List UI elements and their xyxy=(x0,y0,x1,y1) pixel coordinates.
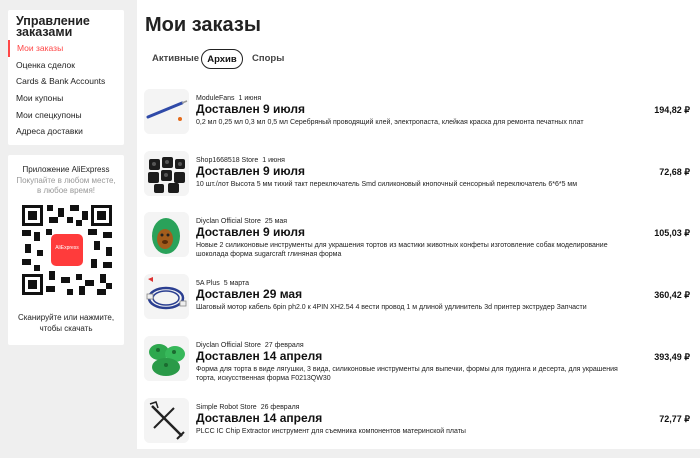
sidebar-item-deal-reviews[interactable]: Оценка сделок xyxy=(16,60,75,70)
product-thumbnail[interactable] xyxy=(144,212,189,257)
promo-title: Приложение AliExpress xyxy=(22,165,110,174)
promo-hint: Сканируйте или нажмите, чтобы скачать xyxy=(17,313,115,333)
frog-mold-icon xyxy=(144,336,189,381)
order-description[interactable]: PLCC IC Chip Extractor инструмент для съемника компонентов материнской платы xyxy=(196,428,466,435)
order-store-line xyxy=(196,218,287,225)
sidebar-item-my-coupons[interactable]: Мои купоны xyxy=(16,93,64,103)
extractor-icon xyxy=(144,398,189,443)
order-item[interactable] xyxy=(137,336,700,396)
order-item[interactable] xyxy=(137,151,700,211)
tab-archive[interactable]: Архив xyxy=(201,49,243,69)
sidebar-title: Управление заказами xyxy=(16,14,90,39)
order-item[interactable] xyxy=(137,398,700,458)
order-description[interactable]: Новые 2 силиконовые инструменты для украшения тортов из мастики животных конфеты изготовление собак моделирование шоколада форма sugarcraft глиняная форма xyxy=(196,242,608,258)
order-status: Доставлен 14 апреля xyxy=(196,411,323,425)
store-name[interactable]: Diyclan Official Store xyxy=(196,218,261,225)
store-name[interactable]: 5A Plus xyxy=(196,280,220,287)
product-thumbnail[interactable] xyxy=(144,336,189,381)
order-status: Доставлен 14 апреля xyxy=(196,349,323,363)
store-name[interactable]: Shop1668518 Store xyxy=(196,157,259,164)
sidebar-item-special-coupons[interactable]: Мои спецкупоны xyxy=(16,110,82,120)
order-price: 360,42 ₽ xyxy=(654,290,690,300)
order-store-line xyxy=(196,157,285,164)
orders-panel xyxy=(137,0,700,449)
sidebar-item-delivery-addresses[interactable]: Адреса доставки xyxy=(16,126,83,136)
order-store-line xyxy=(196,280,249,287)
store-name[interactable]: Simple Robot Store xyxy=(196,404,257,411)
order-item[interactable] xyxy=(137,274,700,334)
order-description[interactable]: 0,2 мл 0,25 мл 0,3 мл 0,5 мл Серебряный проводящий клей, электропаста, клейкая краска для ремонта печатных плат xyxy=(196,119,584,126)
order-date: 5 марта xyxy=(223,280,250,287)
sidebar-item-my-orders[interactable]: Мои заказы xyxy=(8,40,124,57)
order-price: 72,77 ₽ xyxy=(659,414,690,424)
product-thumbnail[interactable] xyxy=(144,398,189,443)
order-item[interactable] xyxy=(137,212,700,272)
product-thumbnail[interactable] xyxy=(144,151,189,196)
order-status: Доставлен 9 июля xyxy=(196,225,305,239)
syringe-icon xyxy=(144,89,189,134)
sidebar-item-cards-bank-accounts[interactable]: Cards & Bank Accounts xyxy=(16,76,106,86)
order-description[interactable]: Форма для торта в виде лягушки, 3 вида, силиконовые инструменты для выпечки, формы для пудинга и десерта, для украшения торта, искусственная форма F0213QW30 xyxy=(196,366,618,382)
order-price: 194,82 ₽ xyxy=(654,105,690,115)
order-date: 1 июня xyxy=(238,95,262,102)
order-date: 1 июня xyxy=(262,157,285,164)
order-status: Доставлен 29 мая xyxy=(196,287,303,301)
order-store-line xyxy=(196,404,299,411)
order-price: 105,03 ₽ xyxy=(654,228,690,238)
store-name[interactable]: ModuleFans xyxy=(196,95,235,102)
order-date: 26 февраля xyxy=(260,404,300,411)
store-name[interactable]: Diyclan Official Store xyxy=(196,342,261,349)
order-description[interactable]: Шаговый мотор кабель 6pin ph2.0 к 4PIN XH2.54 4 вести провод 1 м длиной удлинитель 3d принтер экструдер Запчасти xyxy=(196,304,587,311)
order-store-line xyxy=(196,342,304,349)
dog-mold-icon xyxy=(144,212,189,257)
page-title: Мои заказы xyxy=(145,14,261,36)
tab-active[interactable]: Активные xyxy=(152,53,200,64)
order-item[interactable] xyxy=(137,89,700,149)
app-promo xyxy=(8,155,124,345)
order-store-line xyxy=(196,95,261,102)
sidebar-menu xyxy=(8,10,124,145)
product-thumbnail[interactable] xyxy=(144,89,189,134)
qr-badge-label: AliExpress xyxy=(55,245,79,251)
order-date: 27 февраля xyxy=(264,342,304,349)
promo-subtitle: Покупайте в любом месте, в любое время! xyxy=(16,176,116,195)
order-date: 25 мая xyxy=(264,218,288,225)
cable-icon xyxy=(144,274,189,319)
order-price: 393,49 ₽ xyxy=(654,352,690,362)
order-price: 72,68 ₽ xyxy=(659,167,690,177)
tab-disputes[interactable]: Споры xyxy=(252,53,285,64)
switches-icon xyxy=(144,151,189,196)
order-status: Доставлен 9 июля xyxy=(196,102,305,116)
product-thumbnail[interactable] xyxy=(144,274,189,319)
order-description[interactable]: 10 шт./лот Высота 5 мм тихий такт переключатель Smd силиконовый кнопочный сенсорный переключатель 6*6*5 мм xyxy=(196,181,578,188)
order-status: Доставлен 9 июля xyxy=(196,164,305,178)
